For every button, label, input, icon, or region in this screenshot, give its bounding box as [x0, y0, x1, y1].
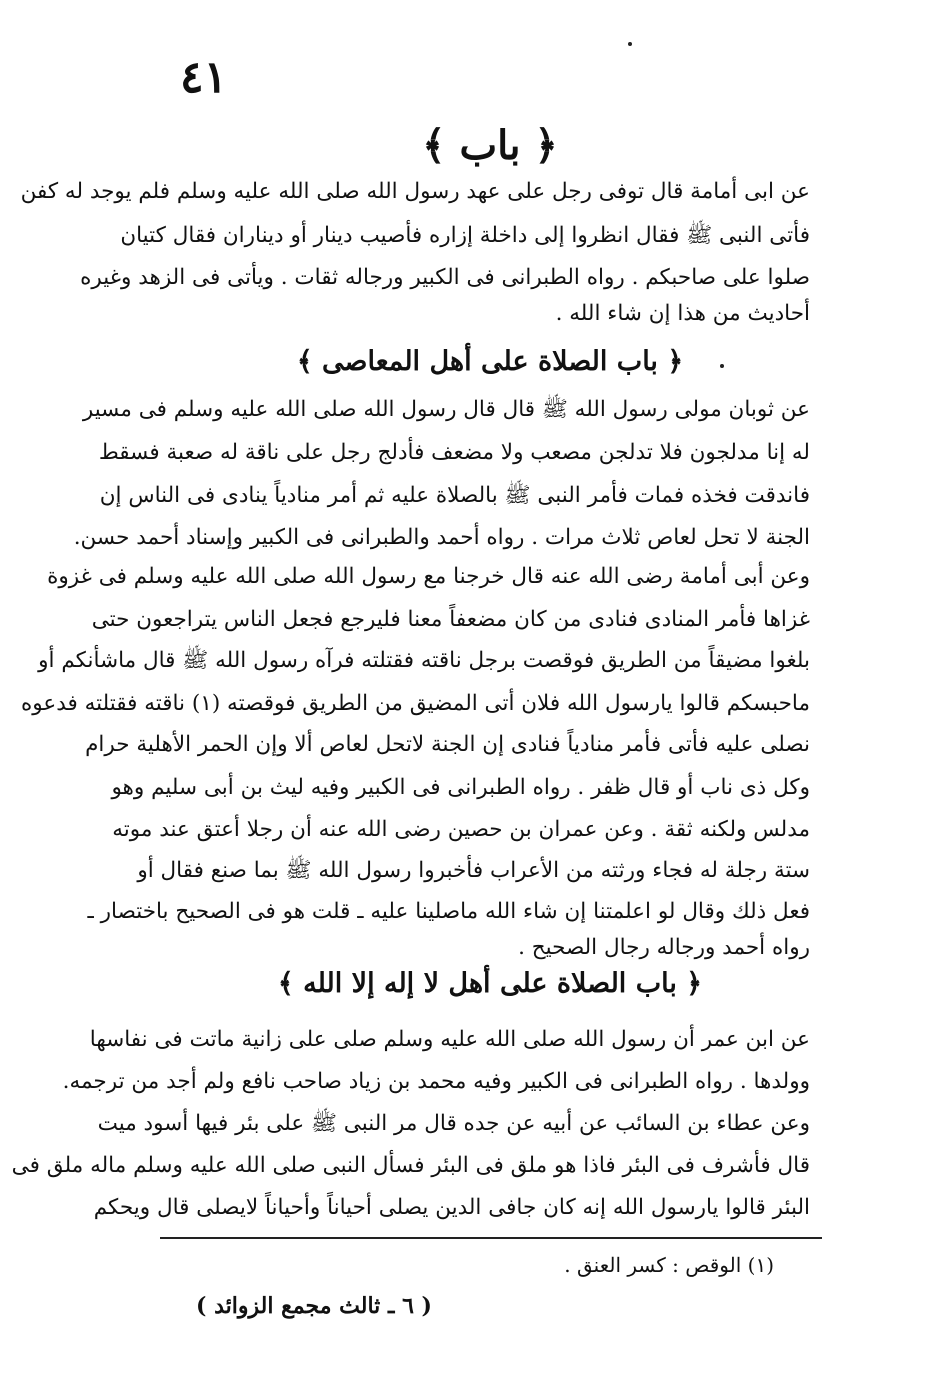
- text-line: أحاديث من هذا إن شاء الله .: [555, 301, 810, 326]
- text-line: ستة رجلة له فجاء ورثته من الأعراب فأخبروا رسول الله ﷺ بما صنع فقال أو: [137, 858, 810, 883]
- text-line: ماحبسكم قالوا يارسول الله فلان أتى المضيق من الطريق فوقصته (١) ناقته فقتلته فدعوه: [21, 691, 810, 716]
- text-line: عن ثوبان مولى رسول الله ﷺ قال قال رسول الله صلى الله عليه وسلم فى مسير: [82, 397, 810, 422]
- text-line: فأتى النبى ﷺ فقال انظروا إلى داخلة إزاره فأصيب دينار أو ديناران فقال كتيان: [120, 223, 810, 248]
- page-number: ٤١: [180, 52, 228, 103]
- text-line: رواه أحمد ورجاله رجال الصحيح .: [518, 935, 810, 960]
- text-line: وولدها . رواه الطبرانى فى الكبير وفيه محمد بن زياد صاحب نافع ولم أجد من ترجمه.: [62, 1069, 810, 1094]
- text-line: نصلى عليه فأتى فأمر منادياً فنادى إن الجنة لاتحل لعاص ألا وإن الحمر الأهلية حرام: [85, 732, 810, 757]
- footnote: (١) الوقص : كسر العنق .: [564, 1253, 774, 1277]
- text-line: مدلس ولكنه ثقة . وعن عمران بن حصين رضى الله عنه أن رجلا أعتق عند موته: [112, 817, 810, 842]
- text-line: الجنة لا تحل لعاص ثلاث مرات . رواه أحمد والطبرانى فى الكبير وإسناد أحمد حسن.: [73, 525, 810, 550]
- section-heading: ﴿ باب ﴾: [422, 122, 558, 169]
- text-line: وكل ذى ناب أو قال ظفر . رواه الطبرانى فى الكبير وفيه ليث بن أبى سليم وهو: [111, 775, 810, 800]
- section-heading: ﴿ باب الصلاة على أهل لا إله إلا الله ﴾: [277, 968, 703, 999]
- signature-mark: ( ٦ ـ ثالث مجمع الزوائد ): [196, 1293, 432, 1319]
- text-line: فعل ذلك وقال لو اعلمتنا إن شاء الله ماصلينا عليه ـ قلت هو فى الصحيح باختصار ـ: [87, 899, 810, 924]
- text-line: عن ابى أمامة قال توفى رجل على عهد رسول الله صلى الله عليه وسلم فلم يوجد له كفن: [20, 179, 810, 204]
- text-line: له إنا مدلجون فلا تدلجن مصعب ولا مضعف فأدلج رجل على ناقة له صعبة فسقط: [98, 440, 810, 465]
- text-line: صلوا على صاحبكم . رواه الطبرانى فى الكبير ورجاله ثقات . ويأتى فى الزهد وغيره: [80, 265, 810, 290]
- text-line: عن ابن عمر أن رسول الله صلى الله عليه وسلم صلى على زانية ماتت فى نفاسها: [89, 1027, 810, 1052]
- text-line: فاندقت فخذه فمات فأمر النبى ﷺ بالصلاة عليه ثم أمر منادياً ينادى فى الناس إن: [99, 483, 810, 508]
- text-line: وعن عطاء بن السائب عن أبيه عن جده قال مر النبى ﷺ على بئر فيها أسود ميت: [97, 1111, 810, 1136]
- speck-mark: [628, 42, 632, 46]
- text-line: وعن أبى أمامة رضى الله عنه قال خرجنا مع رسول الله صلى الله عليه وسلم فى غزوة: [47, 564, 810, 589]
- text-line: غزاها فأمر المنادى فنادى من كان مضعفاً معنا فليرجع فجعل الناس يتراجعون حتى: [91, 607, 810, 632]
- text-line: البئر قالوا يارسول الله إنه كان جافى الدين يصلى أحياناً وأحياناً لايصلى قال ويحكم: [93, 1195, 810, 1220]
- text-line: قال فأشرف فى البئر فاذا هو ملق فى البئر فسأل النبى صلى الله عليه وسلم ماله ملق فى: [11, 1153, 810, 1178]
- text-line: بلغوا مضيقاً من الطريق فوقصت برجل ناقته فقتلته فرآه رسول الله ﷺ قال ماشأنكم أو: [38, 648, 810, 673]
- footnote-divider: [160, 1237, 822, 1239]
- section-heading: ﴿ باب الصلاة على أهل المعاصى ﴾: [296, 346, 684, 377]
